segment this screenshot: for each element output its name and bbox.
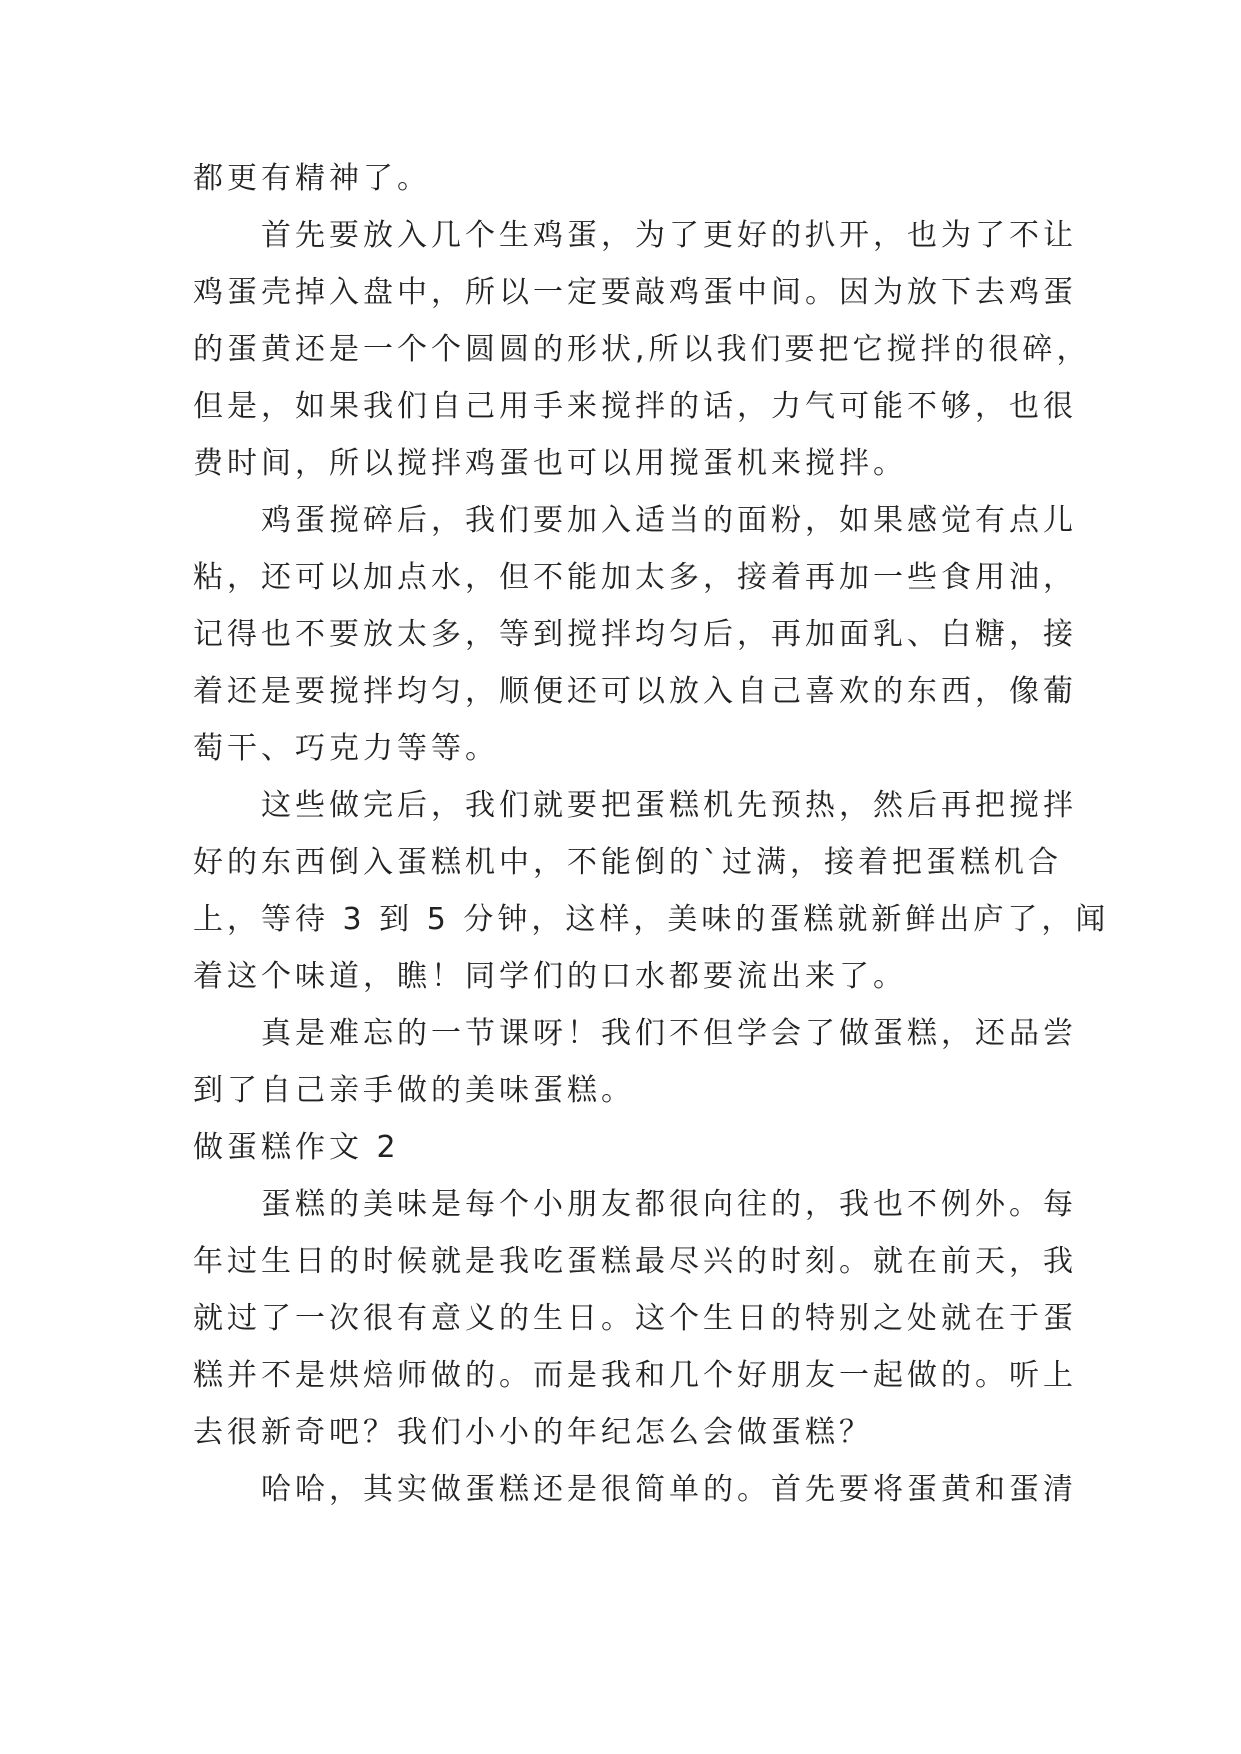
- text-line: 粘，还可以加点水，但不能加太多，接着再加一些食用油，: [193, 560, 1077, 595]
- text-line: 就过了一次很有意义的生日。这个生日的特别之处就在于蛋: [193, 1301, 1077, 1336]
- text-line: 费时间，所以搅拌鸡蛋也可以用搅蛋机来搅拌。: [193, 446, 907, 481]
- text-line: 但是，如果我们自己用手来搅拌的话，力气可能不够，也很: [193, 389, 1077, 424]
- text-line: 鸡蛋壳掉入盘中，所以一定要敲鸡蛋中间。因为放下去鸡蛋: [193, 275, 1077, 310]
- document-page: [193, 150, 1110, 1518]
- text-line: 的蛋黄还是一个个圆圆的形状,所以我们要把它搅拌的很碎，: [193, 332, 1091, 367]
- text-line: 都更有精神了。: [193, 161, 431, 196]
- text-line: 哈哈，其实做蛋糕还是很简单的。首先要将蛋黄和蛋清: [261, 1472, 1077, 1507]
- text-line: 到了自己亲手做的美味蛋糕。: [193, 1073, 635, 1108]
- text-line: 蛋糕的美味是每个小朋友都很向往的，我也不例外。每: [261, 1187, 1077, 1222]
- text-line: 去很新奇吧？我们小小的年纪怎么会做蛋糕？: [193, 1415, 873, 1450]
- text-line: 着这个味道，瞧！同学们的口水都要流出来了。: [193, 959, 907, 994]
- text-line: 好的东西倒入蛋糕机中，不能倒的`过满，接着把蛋糕机合: [193, 845, 1062, 880]
- text-line: 记得也不要放太多，等到搅拌均匀后，再加面乳、白糖，接: [193, 617, 1077, 652]
- text-line: 萄干、巧克力等等。: [193, 731, 499, 766]
- text-line: 首先要放入几个生鸡蛋，为了更好的扒开，也为了不让: [261, 218, 1077, 253]
- text-line: 上，等待 3 到 5 分钟，这样，美味的蛋糕就新鲜出庐了，闻: [193, 902, 1110, 937]
- text-line: 着还是要搅拌均匀，顺便还可以放入自己喜欢的东西，像葡: [193, 674, 1077, 709]
- text-line: 做蛋糕作文 2: [193, 1130, 400, 1165]
- text-line: 鸡蛋搅碎后，我们要加入适当的面粉，如果感觉有点儿: [261, 503, 1077, 538]
- text-line: 真是难忘的一节课呀！我们不但学会了做蛋糕，还品尝: [261, 1016, 1077, 1051]
- text-line: 这些做完后，我们就要把蛋糕机先预热，然后再把搅拌: [261, 788, 1077, 823]
- text-line: 糕并不是烘焙师做的。而是我和几个好朋友一起做的。听上: [193, 1358, 1077, 1393]
- text-line: 年过生日的时候就是我吃蛋糕最尽兴的时刻。就在前天，我: [193, 1244, 1077, 1279]
